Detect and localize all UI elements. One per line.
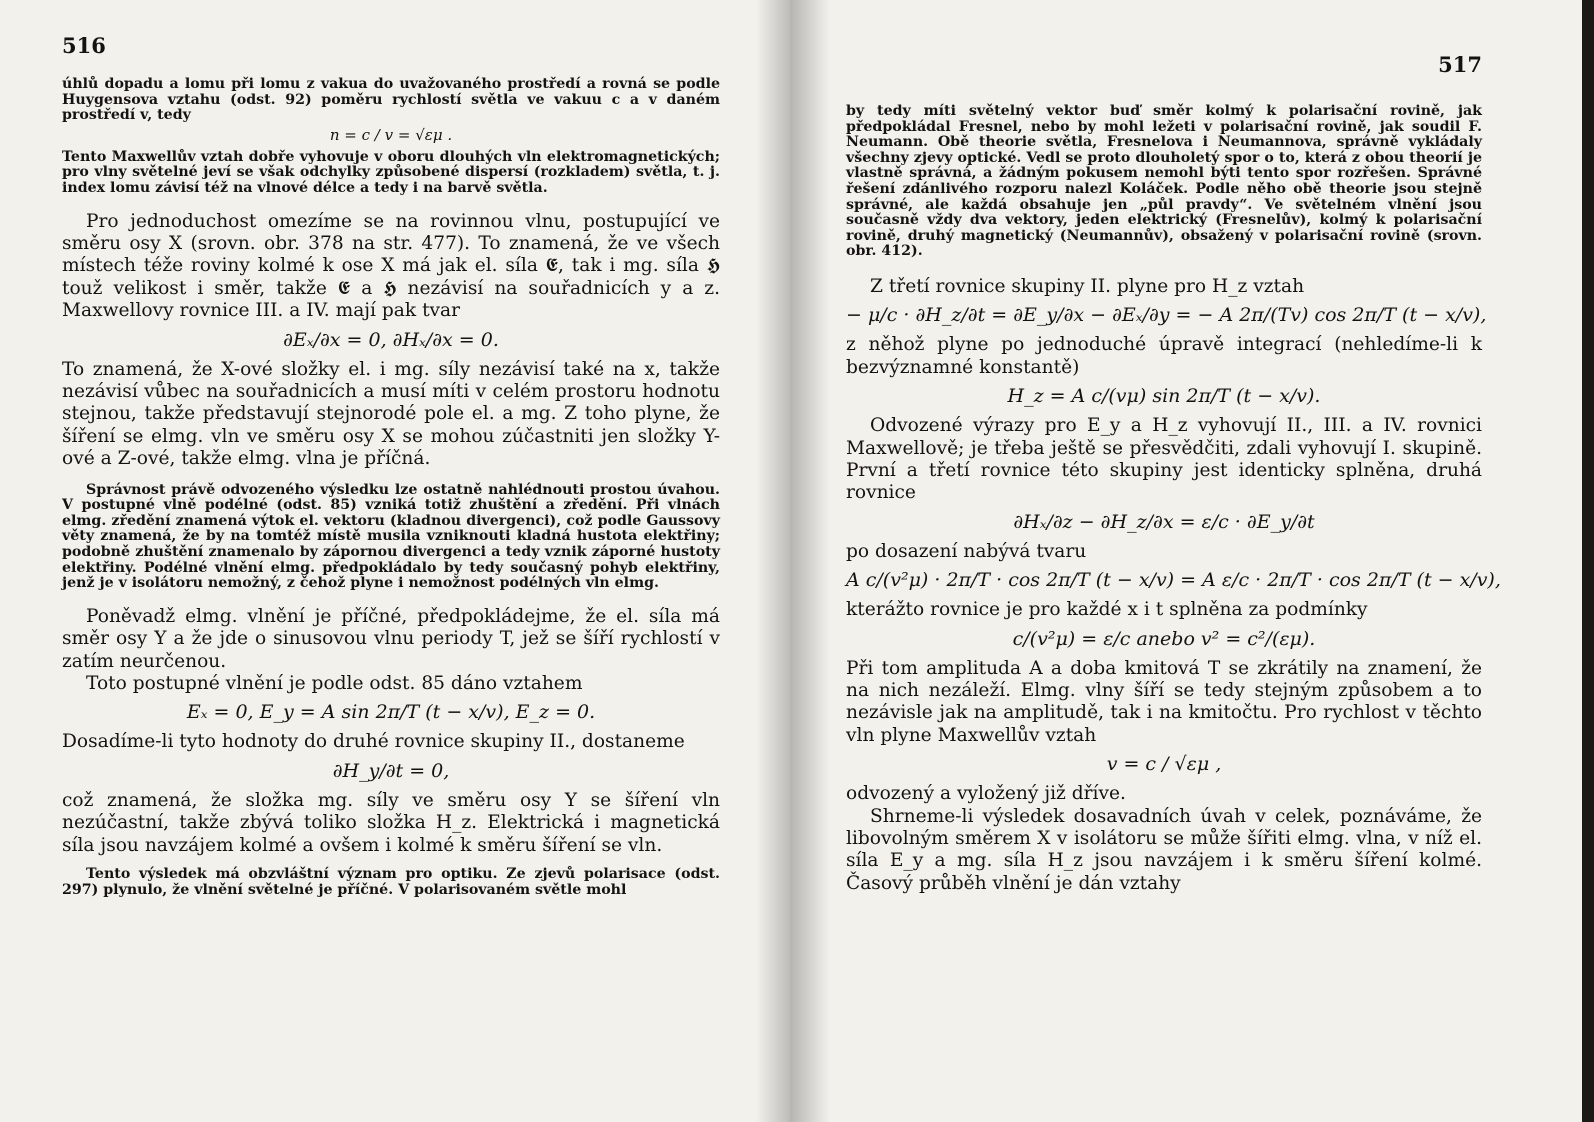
equation: A c/(v²μ) · 2π/T · cos 2π/T (t − x/v) = A ε/c · 2π/T · cos 2π/T (t − x/v), xyxy=(846,569,1501,592)
equation: − μ/c · ∂H_z/∂t = ∂E_y/∂x − ∂Eₓ/∂y = − A 2π/(Tv) cos 2π/T (t − x/v), xyxy=(846,304,1487,327)
paragraph: Tento Maxwellův vztah dobře vyhovuje v oboru dlouhých vln elektromagnetických; pro vlny světelné jeví se však odchylky způsobené dispersí (rozkladem) světla, t. j. index lomu závisí též na vlnové délce a tedy i na barvě světla. xyxy=(62,148,720,196)
paragraph: Z třetí rovnice skupiny II. plyne pro H_z vztah xyxy=(870,275,1305,297)
right-page xyxy=(790,0,1582,1122)
equation: ∂Eₓ/∂x = 0, ∂Hₓ/∂x = 0. xyxy=(283,328,499,351)
paragraph: po dosazení nabývá tvaru xyxy=(846,540,1087,562)
paragraph: Poněvadž elmg. vlnění je příčné, předpokládejme, že el. síla má směr osy Y a že jde o sinusovou vlnu periody T, jež se šíří rychlostí v zatím neurčenou. xyxy=(62,605,720,672)
paragraph: kterážto rovnice je pro každé x i t splněna za podmínky xyxy=(846,599,1368,621)
paragraph: Shrneme-li výsledek dosavadních úvah v celek, poznáváme, že libovolným směrem X v isolátoru se může šířiti elmg. vlna, v níž el. síla E_y a mg. síla H_z jsou navzájem i k směru šíření kolmé. Časový průběh vlnění je dán vztahy xyxy=(846,805,1482,894)
equation: n = c / v = √εμ . xyxy=(329,125,453,144)
paragraph: Tento výsledek má obzvláštní význam pro optiku. Ze zjevů polarisace (odst. 297) plynulo, že vlnění světelné je příčné. V polarisovaném světle mohl xyxy=(62,866,720,898)
equation: ∂Hₓ/∂z − ∂H_z/∂x = ε/c · ∂E_y/∂t xyxy=(1013,510,1315,533)
paragraph: odvozený a vyložený již dříve. xyxy=(846,783,1126,805)
equation: ∂H_y/∂t = 0, xyxy=(332,759,450,782)
paragraph: Toto postupné vlnění je podle odst. 85 dáno vztahem xyxy=(86,673,583,694)
paragraph: Správnost právě odvozeného výsledku lze ostatně nahlédnouti prostou úvahou. V postupné vlně podélné (odst. 85) vzniká totiž zhuštění a zředění. Při vlnách elmg. zředění znamená výtok el. vektoru (kladnou divergenci), což podle Gaussovy věty znamená, že by na tomtéž místě musila vzniknouti kladná hustota elektřiny; podobně zhuštění znamenalo by zápornou divergenci a tedy vznik záporné hustoty elektřiny. Podélné vlnění elmg. předpokládalo by tedy současný pohyb elektřiny, jenž je v isolátoru nemožný, z čehož plyne i nemožnost podélných vln elmg. xyxy=(62,481,720,592)
page-number: 517 xyxy=(1438,52,1482,77)
left-page xyxy=(0,0,790,1122)
equation: Eₓ = 0, E_y = A sin 2π/T (t − x/v), E_z = 0. xyxy=(186,701,596,724)
page-number: 516 xyxy=(62,33,106,58)
paragraph: úhlů dopadu a lomu při lomu z vakua do uvažovaného prostředí a rovná se podle Huygensova vztahu (odst. 92) poměru rychlostí světla ve vakuu c a v daném prostředí v, tedy xyxy=(62,76,720,124)
paragraph: Dosadíme-li tyto hodnoty do druhé rovnice skupiny II., dostaneme xyxy=(62,731,685,753)
paragraph: To znamená, že X-ové složky el. i mg. síly nezávisí také na x, takže nezávisí vůbec na souřadnicích a musí míti v celém prostoru hodnotu stejnou, takže představují stejnorodé pole el. a mg. Z toho plyne, že šíření se elmg. vln ve směru osy X se mohou zúčastniti jen složky Y-ové a Z-ové, takže elmg. vlna je příčná. xyxy=(62,358,720,470)
paragraph: Odvozené výrazy pro E_y a H_z vyhovují II., III. a IV. rovnici Maxwellově; je třeba ještě se přesvědčiti, zdali vyhovují I. skupině. První a třetí rovnice této skupiny jest identicky splněna, druhá rovnice xyxy=(846,415,1482,504)
paragraph: z něhož plyne po jednoduché úpravě integrací (nehledíme-li k bezvýznamné konstantě) xyxy=(846,334,1482,378)
equation: v = c / √εμ , xyxy=(1106,753,1222,776)
equation: c/(v²μ) = ε/c anebo v² = c²/(εμ). xyxy=(1012,627,1316,650)
paragraph: by tedy míti světelný vektor buď směr kolmý k polarisační rovině, jak předpokládal Fresnel, nebo by mohl ležeti v polarisační rovině, jak soudil F. Neumann. Obě theorie světla, Fresnelova i Neumannova, správně vykládaly všechny zjevy optické. Vedl se proto dlouholetý spor o to, která z obou theorií je vlastně správná, a žádným pokusem nemohl býti tento spor rozřešen. Správné řešení zdánlivého rozporu nalezl Koláček. Podle něho obě theorie jsou stejně správné, ale každá obsahuje jen „půl pravdy“. Ve světelném vlnění jsou současně vždy dva vektory, jeden elektrický (Fresnelův), kolmý k polarisační rovině, druhý magnetický (Neumannův), obsažený v polarisační rovině (srovn. obr. 412). xyxy=(846,103,1482,260)
paragraph: což znamená, že složka mg. síly ve směru osy Y se šíření vln nezúčastní, takže zbývá toliko složka H_z. Elektrická i magnetická síla jsou navzájem kolmé a ovšem i kolmé k směru šíření se vln. xyxy=(62,789,720,856)
paragraph: Při tom amplituda A a doba kmitová T se zkrátily na znamení, že na nich nezáleží. Elmg. vlny šíří se tedy stejným způsobem a to nezávisle jak na amplitudě, tak i na kmitočtu. Pro rychlost v těchto vln plyne Maxwellův vztah xyxy=(846,657,1482,746)
equation: H_z = A c/(vμ) sin 2π/T (t − x/v). xyxy=(1007,385,1321,408)
paragraph: Pro jednoduchost omezíme se na rovinnou vlnu, postupující ve směru osy X (srovn. obr. 378 na str. 477). To znamená, že ve všech místech téže roviny kolmé k ose X má jak el. síla 𝕰, tak i mg. síla 𝕳 touž velikost i směr, takže 𝕰 a 𝕳 nezávisí na souřadnicích y a z. Maxwellovy rovnice III. a IV. mají pak tvar xyxy=(62,210,720,322)
